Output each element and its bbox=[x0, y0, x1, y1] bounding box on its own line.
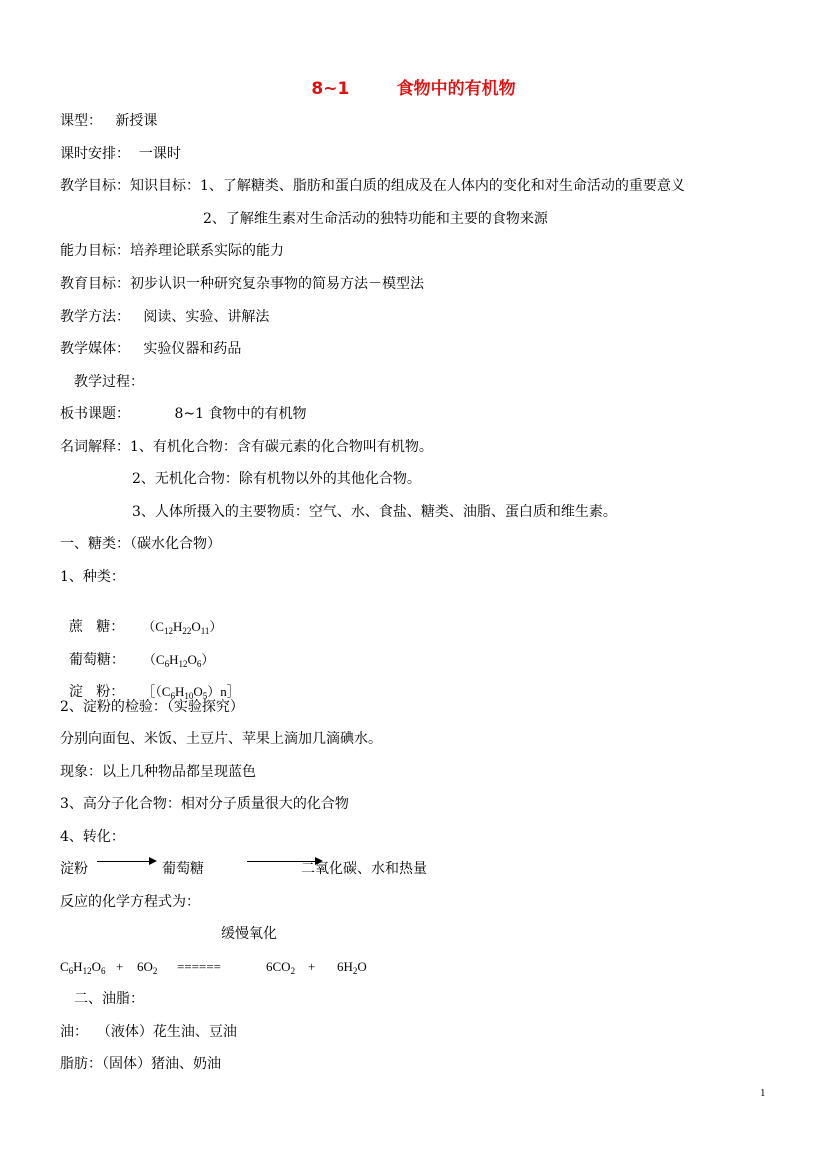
definition-2-line: 2、无机化合物：除有机物以外的其他化合物。 bbox=[132, 471, 421, 487]
slow-oxidation-label: 缓慢氧化 bbox=[221, 926, 277, 942]
class-hours-line: 课时安排： 一课时 bbox=[60, 146, 181, 162]
ability-goal-line: 能力目标：培养理论联系实际的能力 bbox=[60, 243, 284, 259]
teaching-process-line: 教学过程： bbox=[74, 374, 144, 390]
knowledge-goal-2-line: 2、了解维生素对生命活动的独特功能和主要的食物来源 bbox=[203, 211, 548, 227]
starch-formula: $[(C_6H_{10}O_5)n]$ bbox=[142, 684, 240, 701]
conversion-glucose: 葡萄糖 bbox=[162, 861, 204, 877]
board-topic-line: 板书课题： 8~1 食物中的有机物 bbox=[60, 406, 307, 422]
water-product: $6H_2O$ bbox=[337, 959, 367, 976]
teaching-method-line: 教学方法： 阅读、实验、讲解法 bbox=[60, 309, 270, 325]
glucose-reactant: $C_6H_{12}O_6$ bbox=[60, 959, 106, 976]
experiment-line: 分别向面包、米饭、土豆片、苹果上滴加几滴碘水。 bbox=[60, 731, 382, 747]
section-sugar-heading: 一、糖类：（碳水化合物） bbox=[60, 536, 221, 552]
course-type-line: 课型： 新授课 bbox=[60, 113, 158, 129]
education-goal-line: 教育目标：初步认识一种研究复杂事物的简易方法－模型法 bbox=[60, 276, 424, 292]
conversion-products: 二氧化碳、水和热量 bbox=[301, 861, 427, 877]
glucose-label: 葡萄糖： bbox=[68, 652, 125, 668]
definition-3-line: 3、人体所摄入的主要物质：空气、水、食盐、糖类、油脂、蛋白质和维生素。 bbox=[132, 504, 617, 520]
section-fat-heading: 二、油脂： bbox=[74, 991, 144, 1007]
page-number: 1 bbox=[760, 1087, 766, 1099]
definition-1-line: 名词解释：1、有机化合物：含有碳元素的化合物叫有机物。 bbox=[60, 439, 433, 455]
oxygen-reactant: $6O_2$ bbox=[137, 959, 158, 976]
page-title: 8~1 食物中的有机物 bbox=[311, 79, 516, 99]
glucose-line bbox=[60, 633, 214, 669]
sucrose-label: 蔗 糖： bbox=[68, 619, 125, 635]
equals-sign: ====== bbox=[177, 959, 221, 974]
starch-line bbox=[60, 665, 240, 701]
sucrose-formula: $(C_{12}H_{22}O_{11})$ bbox=[142, 619, 223, 636]
conversion-starch: 淀粉 bbox=[60, 861, 88, 877]
plus-sign-2: + bbox=[308, 959, 316, 974]
observation-line: 现象：以上几种物品都呈现蓝色 bbox=[60, 764, 256, 780]
starch-test-heading: 2、淀粉的检验：（实验探究） bbox=[60, 699, 244, 715]
glucose-formula: $(C_6H_{12}O_6)$ bbox=[142, 652, 215, 669]
sucrose-line bbox=[60, 600, 222, 636]
types-heading: 1、种类： bbox=[60, 569, 125, 585]
co2-product: $6CO_2$ bbox=[266, 959, 296, 976]
polymer-line: 3、高分子化合物：相对分子质量很大的化合物 bbox=[60, 796, 349, 812]
equation-heading: 反应的化学方程式为： bbox=[60, 894, 200, 910]
knowledge-goal-line: 教学目标：知识目标：1、了解糖类、脂肪和蛋白质的组成及在人体内的变化和对生命活动的重要意义 bbox=[60, 178, 685, 194]
starch-label: 淀 粉： bbox=[68, 684, 125, 700]
conversion-heading: 4、转化： bbox=[60, 829, 125, 845]
fat-line: 脂肪：（固体）猪油、奶油 bbox=[60, 1056, 221, 1072]
plus-sign-1: + bbox=[116, 959, 124, 974]
conversion-arrow-1 bbox=[97, 861, 155, 862]
teaching-media-line: 教学媒体： 实验仪器和药品 bbox=[60, 341, 242, 357]
oil-line: 油： （液体）花生油、豆油 bbox=[60, 1024, 237, 1040]
